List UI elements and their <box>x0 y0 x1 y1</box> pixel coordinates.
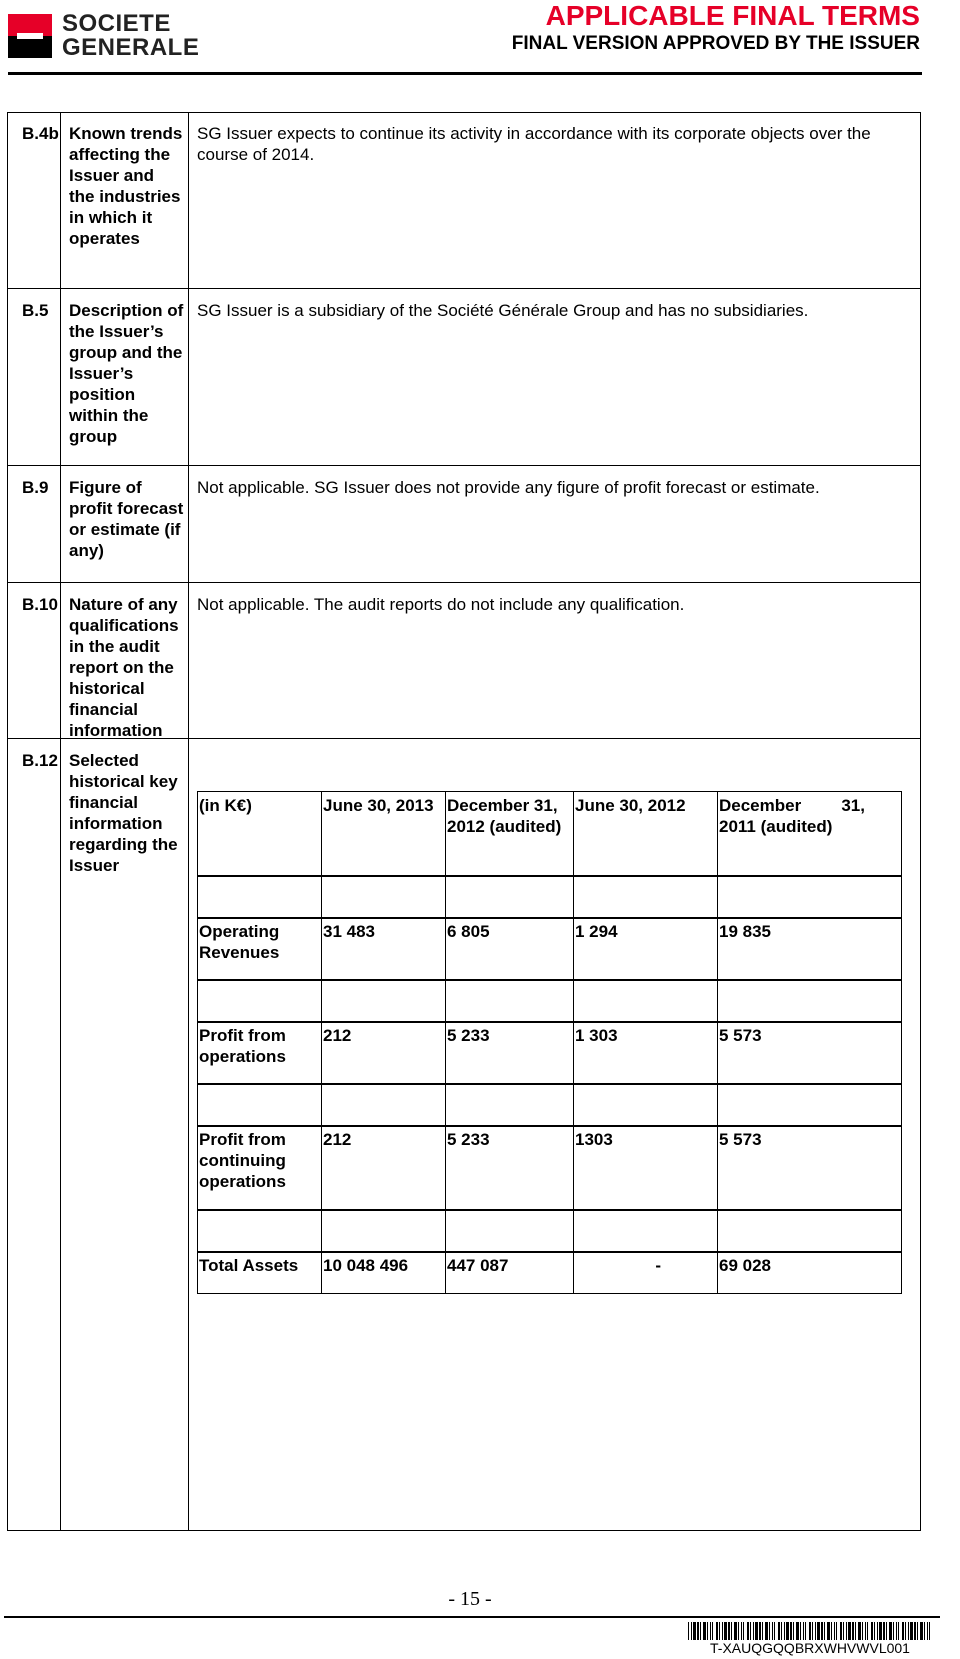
fin-value: 5 573 <box>719 1026 762 1045</box>
page-number: - 15 - <box>448 1588 492 1610</box>
fin-value: 19 835 <box>719 922 771 941</box>
fin-column-divider <box>717 791 718 1294</box>
fin-header-period: June 30, 2012 <box>575 796 686 815</box>
section-title: Figure of profit forecast or estimate (if any) <box>69 478 184 560</box>
fin-spacer-row <box>197 1083 902 1127</box>
fin-spacer-row <box>197 979 902 1023</box>
fin-column-divider <box>321 791 322 1294</box>
fin-row-label: Operating Revenues <box>199 922 280 962</box>
fin-value: 69 028 <box>719 1256 771 1275</box>
fin-column-divider <box>445 791 446 1294</box>
fin-row-label: Profit from continuing operations <box>199 1130 286 1191</box>
section-body: SG Issuer is a subsidiary of the Société Générale Group and has no subsidiaries. <box>197 301 809 320</box>
logo-wordmark-line-2: GENERALE <box>62 34 200 61</box>
fin-value: 5 233 <box>447 1026 490 1045</box>
row-divider <box>8 582 920 583</box>
section-title: Nature of any qualifications in the audit report on the historical financial information <box>69 595 179 740</box>
section-body: Not applicable. SG Issuer does not provide any figure of profit forecast or estimate. <box>197 478 820 497</box>
fin-value: 6 805 <box>447 922 490 941</box>
fin-header-period: June 30, 2013 <box>323 796 434 815</box>
section-id: B.9 <box>22 478 49 497</box>
section-body: SG Issuer expects to continue its activity in accordance with its corporate objects over the course of 2014. <box>197 124 871 164</box>
fin-value: 1303 <box>575 1130 613 1149</box>
fin-header-label: (in K€) <box>199 796 252 815</box>
section-title: Known trends affecting the Issuer and the industries in which it operates <box>69 124 183 248</box>
section-row <box>8 290 919 465</box>
summary-table <box>7 112 921 1531</box>
fin-header-period: December 31, 2011 (audited) <box>719 796 865 836</box>
header-divider <box>8 72 922 75</box>
fin-spacer-row <box>197 875 902 919</box>
section-body: Not applicable. The audit reports do not include any qualification. <box>197 595 685 614</box>
document-code: T-XAUQGQQBRXWHVWVL001 <box>710 1640 910 1656</box>
fin-value: 10 048 496 <box>323 1256 409 1275</box>
section-title: Description of the Issuer’s group and the Issuer’s position within the group <box>69 301 184 446</box>
fin-header-period: December 31, 2012 (audited) <box>447 796 562 836</box>
section-id: B.5 <box>22 301 49 320</box>
section-title: Selected historical key financial information regarding the Issuer <box>69 751 178 875</box>
footer-divider <box>4 1616 940 1618</box>
section-id: B.4b <box>22 124 59 143</box>
section-id: B.10 <box>22 595 58 614</box>
fin-value: 447 087 <box>447 1256 509 1275</box>
document-subtitle: FINAL VERSION APPROVED BY THE ISSUER <box>511 33 920 54</box>
section-row <box>8 584 919 738</box>
fin-value: 212 <box>323 1026 352 1045</box>
page-header <box>0 0 920 76</box>
barcode-icon <box>688 1622 932 1640</box>
fin-row-label: Profit from operations <box>199 1026 286 1066</box>
section-row <box>8 467 919 582</box>
societe-generale-logo <box>8 11 233 61</box>
fin-value: 31 483 <box>323 922 375 941</box>
fin-value: 5 233 <box>447 1130 490 1149</box>
fin-value: 1 303 <box>575 1026 618 1045</box>
fin-value: 5 573 <box>719 1130 762 1149</box>
row-divider <box>8 465 920 466</box>
fin-column-divider <box>573 791 574 1294</box>
row-divider <box>8 288 920 289</box>
fin-value: - <box>655 1256 661 1275</box>
logo-wordmark-line-1: SOCIETE <box>62 10 171 37</box>
logo-mark-icon <box>8 14 52 58</box>
fin-row-label: Total Assets <box>199 1256 299 1275</box>
fin-value: 1 294 <box>575 922 618 941</box>
fin-spacer-row <box>197 1209 902 1253</box>
financial-key-figures-table <box>197 791 902 1311</box>
fin-value: 212 <box>323 1130 352 1149</box>
section-id: B.12 <box>22 751 58 770</box>
section-row <box>8 113 919 288</box>
document-title: APPLICABLE FINAL TERMS <box>545 0 920 31</box>
